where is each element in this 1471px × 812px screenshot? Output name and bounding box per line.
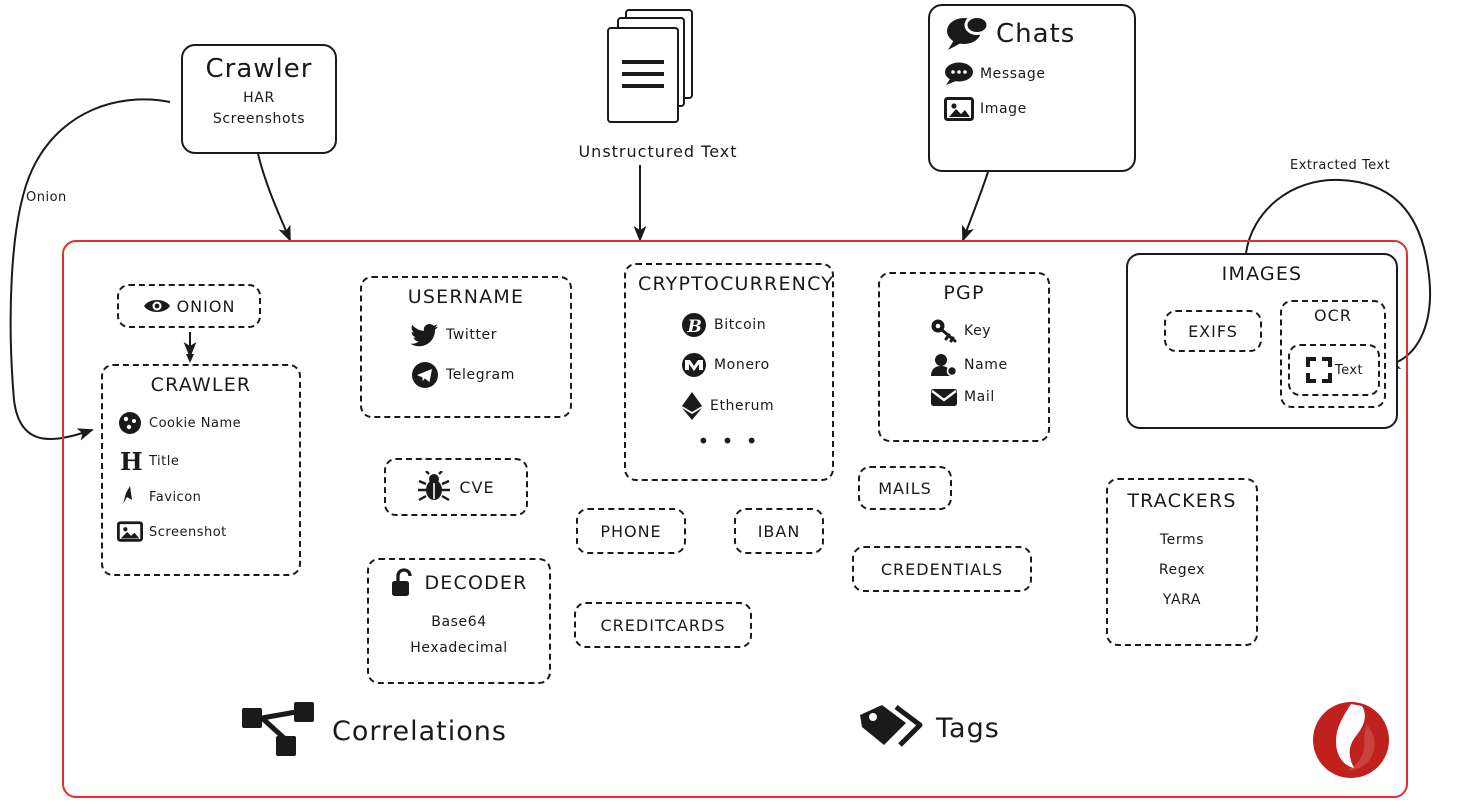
- module-iban-label: IBAN: [757, 522, 801, 541]
- input-chats[interactable]: [928, 4, 1136, 172]
- edge-onion-to-crawler: [182, 330, 202, 366]
- module-ocr-text-label: Text: [1334, 362, 1364, 378]
- tags-icon: [856, 701, 930, 755]
- module-crawler-cookie-label: Cookie Name: [149, 415, 242, 431]
- module-username[interactable]: [360, 276, 572, 418]
- module-exifs[interactable]: [1164, 310, 1262, 352]
- footer-correlations-label: Correlations: [332, 715, 507, 747]
- twitter-icon: [410, 322, 440, 348]
- module-crawler-title: CRAWLER: [150, 374, 252, 396]
- image-icon: [944, 96, 974, 122]
- cookie-icon: [117, 410, 143, 436]
- module-pgp-name-label: Name: [964, 357, 1008, 373]
- module-phone[interactable]: [576, 508, 686, 554]
- module-iban[interactable]: [734, 508, 824, 554]
- module-decoder-base64: Base64: [431, 614, 487, 630]
- svg-text:B: B: [687, 317, 702, 337]
- module-creditcards-label: CREDITCARDS: [600, 616, 726, 635]
- module-cryptocurrency[interactable]: [624, 263, 834, 481]
- module-crawler[interactable]: [101, 364, 301, 576]
- module-cve[interactable]: [384, 458, 528, 516]
- module-credentials[interactable]: [852, 546, 1032, 592]
- module-pgp-key-label: Key: [964, 323, 992, 339]
- graph-icon: [240, 700, 326, 762]
- module-decoder-title: DECODER: [424, 572, 528, 594]
- module-username-telegram-label: Telegram: [446, 367, 515, 383]
- module-trackers-yara: YARA: [1162, 592, 1202, 608]
- module-trackers-title: TRACKERS: [1127, 490, 1237, 512]
- input-chats-title: Chats: [996, 19, 1076, 49]
- module-cve-label: CVE: [459, 477, 495, 497]
- image-icon: [117, 520, 143, 544]
- module-username-twitter-label: Twitter: [446, 327, 498, 343]
- mail-icon: [930, 386, 958, 408]
- input-crawler-screenshots: Screenshots: [212, 111, 306, 127]
- module-crawler-screenshot-label: Screenshot: [149, 524, 227, 540]
- module-decoder-hexadecimal: Hexadecimal: [410, 640, 508, 656]
- module-trackers-regex: Regex: [1158, 562, 1206, 578]
- module-cryptocurrency-etherum-label: Etherum: [710, 398, 775, 414]
- module-mails[interactable]: [858, 466, 952, 510]
- crop-icon: [1305, 356, 1333, 384]
- input-crawler-har: HAR: [243, 90, 275, 106]
- eye-icon: [143, 296, 171, 316]
- telegram-icon: [410, 360, 440, 390]
- footer-correlations[interactable]: [240, 698, 520, 764]
- chat-bubbles-icon: [944, 16, 990, 52]
- module-username-title: USERNAME: [407, 286, 525, 308]
- module-credentials-label: CREDENTIALS: [880, 560, 1004, 579]
- message-icon: [944, 62, 974, 86]
- module-creditcards[interactable]: [574, 602, 752, 648]
- module-ocr-title: OCR: [1314, 306, 1352, 325]
- favicon-icon: [117, 484, 143, 510]
- module-images-title: IMAGES: [1221, 263, 1303, 285]
- module-cryptocurrency-title: CRYPTOCURRENCY: [638, 273, 835, 295]
- footer-tags[interactable]: [856, 698, 1056, 758]
- user-icon: [930, 352, 958, 378]
- input-crawler-title: Crawler: [205, 54, 313, 84]
- module-crawler-title-label: Title: [149, 453, 180, 469]
- module-onion-label: ONION: [176, 296, 236, 316]
- module-pgp-title: PGP: [943, 282, 985, 304]
- module-phone-label: PHONE: [600, 522, 662, 541]
- module-mails-label: MAILS: [878, 479, 932, 498]
- bitcoin-icon: [680, 311, 708, 339]
- module-cryptocurrency-monero-label: Monero: [714, 357, 770, 373]
- bug-icon: [417, 471, 451, 503]
- module-ocr[interactable]: [1280, 300, 1386, 408]
- input-crawler[interactable]: [181, 44, 337, 154]
- module-onion[interactable]: [117, 284, 261, 328]
- module-crawler-favicon-label: Favicon: [149, 489, 202, 505]
- input-chats-image-label: Image: [980, 101, 1027, 117]
- documents-icon: [598, 4, 708, 134]
- module-pgp[interactable]: [878, 272, 1050, 442]
- module-pgp-mail-label: Mail: [964, 389, 995, 405]
- module-exifs-label: EXIFS: [1188, 322, 1238, 341]
- module-decoder[interactable]: [367, 558, 551, 684]
- key-icon: [930, 318, 958, 344]
- module-ocr-text[interactable]: [1288, 344, 1380, 396]
- heading-icon: [117, 448, 143, 474]
- ail-logo: [1306, 694, 1396, 786]
- edge-label-extracted-text: Extracted Text: [1290, 158, 1391, 173]
- module-trackers-terms: Terms: [1159, 532, 1205, 548]
- module-cryptocurrency-more: • • •: [697, 429, 761, 453]
- input-chats-message-label: Message: [980, 66, 1046, 82]
- module-trackers[interactable]: [1106, 478, 1258, 646]
- ethereum-icon: [680, 391, 704, 421]
- input-unstructured-text-label: Unstructured Text: [578, 142, 738, 161]
- module-cryptocurrency-bitcoin-label: Bitcoin: [714, 317, 767, 333]
- edge-label-onion: Onion: [26, 190, 67, 205]
- unlock-icon: [390, 568, 418, 598]
- footer-tags-label: Tags: [936, 712, 1000, 744]
- monero-icon: [680, 351, 708, 379]
- svg-text:H: H: [120, 448, 143, 474]
